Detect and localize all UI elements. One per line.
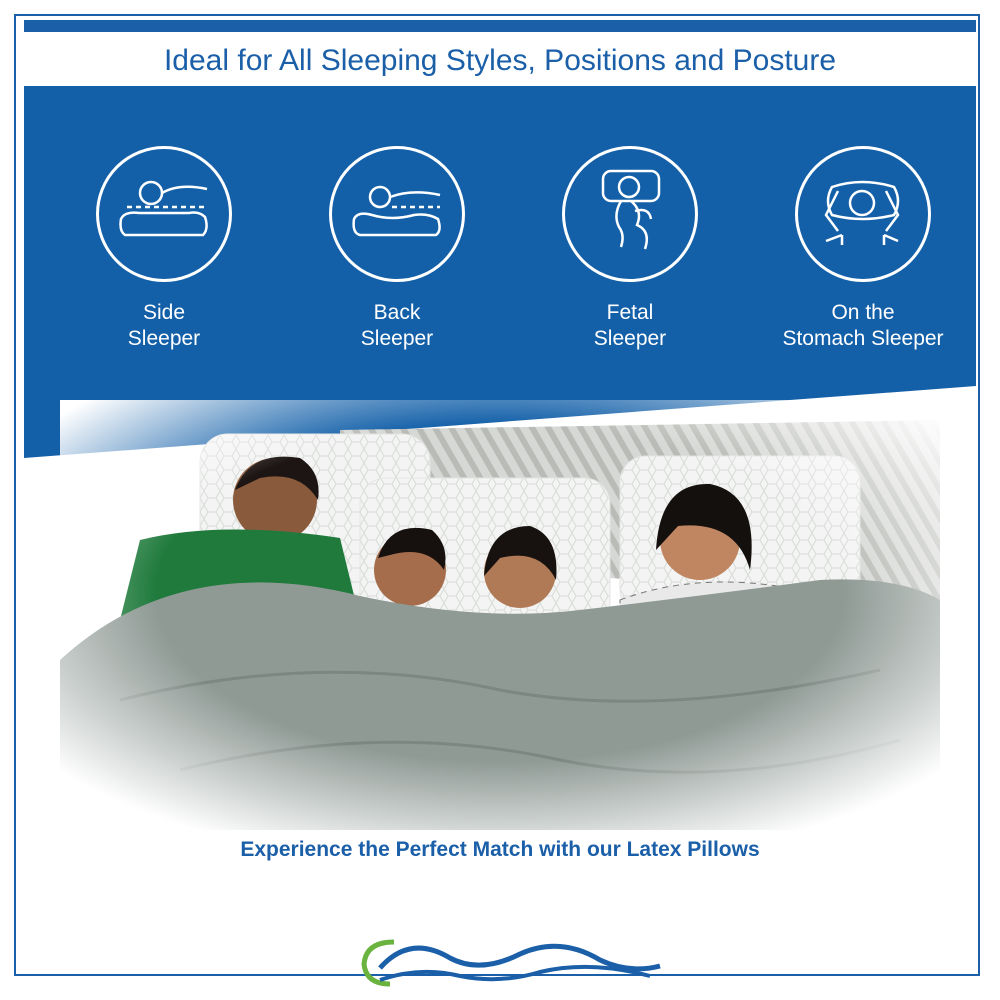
page-title: Ideal for All Sleeping Styles, Positions and Posture <box>163 44 837 77</box>
category-stomach-sleeper <box>763 146 963 352</box>
stomach-sleeper-icon <box>795 146 931 282</box>
side-sleeper-icon <box>96 146 232 282</box>
category-fetal-sleeper <box>530 146 730 352</box>
family-sleeping-photo <box>60 400 940 830</box>
category-label-stomach: On the Stomach Sleeper <box>782 301 944 350</box>
brand-logo <box>350 928 670 988</box>
category-label-fetal: Fetal Sleeper <box>593 301 667 350</box>
fetal-sleeper-icon <box>562 146 698 282</box>
category-label-side: Side Sleeper <box>127 301 201 350</box>
back-sleeper-icon <box>329 146 465 282</box>
top-accent-bar <box>24 20 976 32</box>
tagline: Experience the Perfect Match with our Latex Pillows <box>240 838 760 861</box>
category-side-sleeper <box>64 146 264 352</box>
category-back-sleeper <box>297 146 497 352</box>
category-label-back: Back Sleeper <box>360 301 434 350</box>
